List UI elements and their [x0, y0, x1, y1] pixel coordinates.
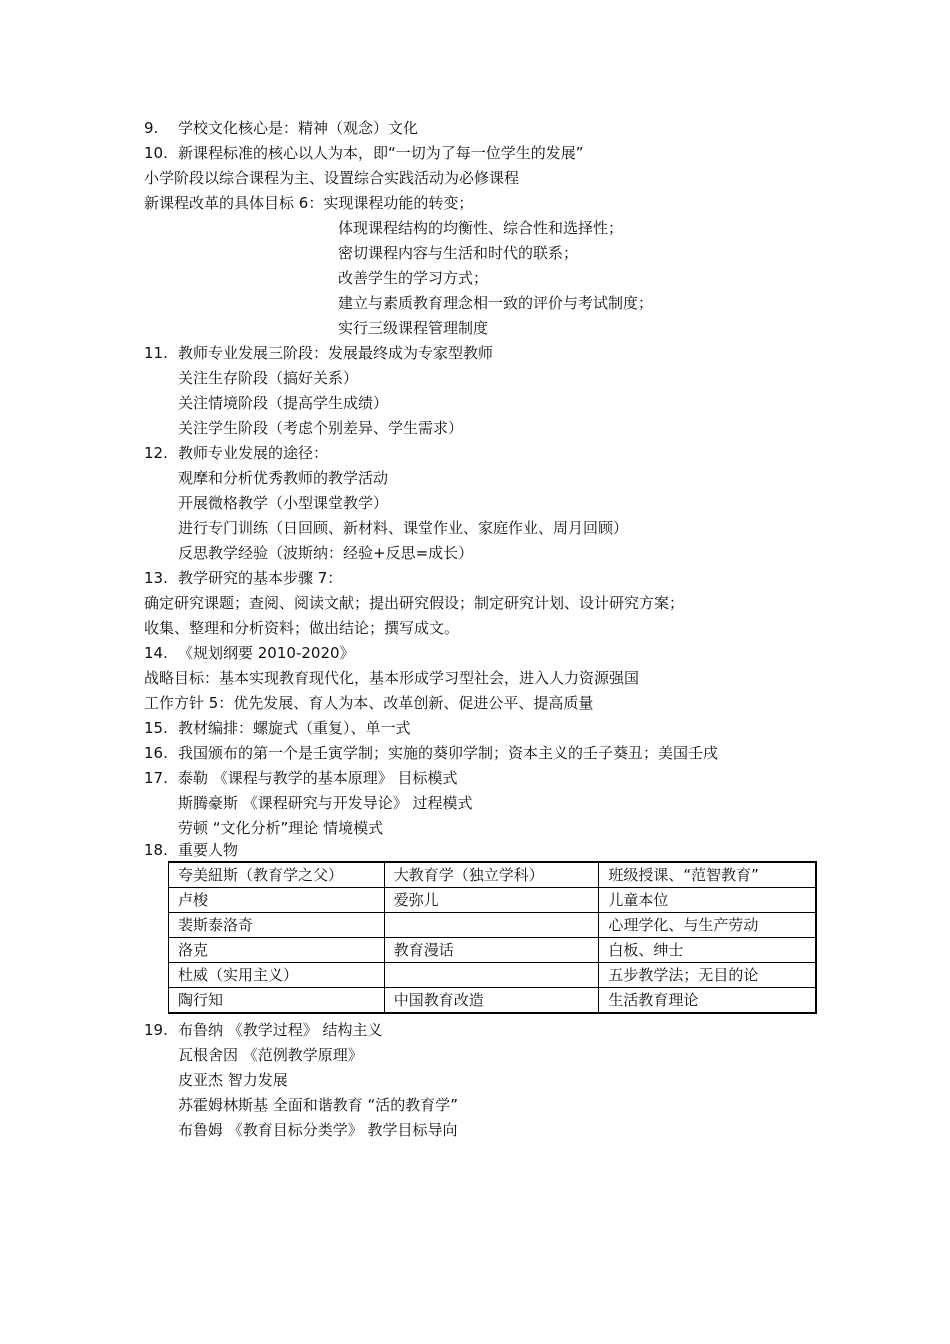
- list-item: 斯腾豪斯 《课程研究与开发导论》 过程模式: [178, 794, 473, 812]
- body-line: 确定研究课题；查阅、阅读文献；提出研究假设；制定研究计划、设计研究方案；: [144, 594, 685, 612]
- section-heading: 泰勒 《课程与教学的基本原理》 目标模式: [178, 769, 458, 787]
- reform-item: 实行三级课程管理制度: [338, 319, 489, 337]
- table-cell: 中国教育改造: [384, 988, 599, 1014]
- table-cell: 杜威（实用主义）: [169, 963, 385, 988]
- table-row: [169, 862, 817, 888]
- section-14: [144, 643, 355, 663]
- list-item: 劳顿 “文化分析”理论 情境模式: [178, 819, 384, 837]
- table-row: [169, 938, 817, 963]
- reform-item: 改善学生的学习方式；: [338, 269, 489, 287]
- people-table: [168, 861, 817, 1014]
- section-heading: 重要人物: [178, 841, 239, 859]
- section-number: 14.: [144, 644, 168, 662]
- table-row: [169, 888, 817, 913]
- section-16: [144, 743, 718, 763]
- table-cell: 爱弥儿: [384, 888, 599, 913]
- section-17: [144, 768, 458, 788]
- reform-item: 建立与素质教育理念相一致的评价与考试制度；: [338, 294, 654, 312]
- section-12: [144, 443, 328, 463]
- table-cell: 生活教育理论: [599, 988, 816, 1014]
- table-row: [169, 988, 817, 1014]
- list-item: 苏霍姆林斯基 全面和谐教育 “活的教育学”: [178, 1096, 459, 1114]
- section-number: 17.: [144, 769, 168, 787]
- reform-item: 密切课程内容与生活和时代的联系；: [338, 244, 579, 262]
- reform-item: 体现课程结构的均衡性、综合性和选择性；: [338, 219, 624, 237]
- section-heading: 新课程标准的核心以人为本，即“一切为了每一位学生的发展”: [178, 144, 584, 162]
- section-15: [144, 718, 411, 738]
- table-row: [169, 913, 817, 938]
- section-number: 11.: [144, 344, 168, 362]
- section-11: [144, 343, 493, 363]
- table-cell: 卢梭: [169, 888, 385, 913]
- table-cell: 教育漫话: [384, 938, 599, 963]
- section-9: [144, 118, 418, 138]
- section-heading: 布鲁纳 《教学过程》 结构主义: [178, 1021, 383, 1039]
- list-item: 关注情境阶段（提高学生成绩）: [178, 394, 389, 412]
- table-cell: 大教育学（独立学科）: [384, 862, 599, 888]
- primary-line: 小学阶段以综合课程为主、设置综合实践活动为必修课程: [144, 169, 520, 187]
- section-heading: 我国颁布的第一个是壬寅学制；实施的葵卯学制；资本主义的壬子葵丑；美国壬戌: [178, 744, 719, 762]
- list-item: 关注学生阶段（考虑个别差异、学生需求）: [178, 419, 464, 437]
- section-number: 9.: [144, 119, 159, 137]
- section-heading: 教师专业发展三阶段：发展最终成为专家型教师: [178, 344, 494, 362]
- section-heading: 《规划纲要 2010-2020》: [178, 644, 355, 662]
- section-number: 13.: [144, 569, 168, 587]
- table-cell: 白板、绅士: [599, 938, 816, 963]
- section-heading: 教师专业发展的途径：: [178, 444, 329, 462]
- reform-lead: 新课程改革的具体目标 6：实现课程功能的转变；: [144, 194, 474, 212]
- table-cell: [384, 913, 599, 938]
- table-cell: 夸美紐斯（教育学之父）: [169, 862, 385, 888]
- table-cell: 班级授课、“范智教育”: [599, 862, 816, 888]
- list-item: 反思教学经验（波斯纳：经验+反思=成长）: [178, 544, 474, 562]
- section-13: [144, 568, 342, 588]
- table-cell: 儿童本位: [599, 888, 816, 913]
- section-number: 10.: [144, 144, 168, 162]
- section-number: 19.: [144, 1021, 168, 1039]
- section-number: 16.: [144, 744, 168, 762]
- section-heading: 教材编排：螺旋式（重复）、单一式: [178, 719, 411, 737]
- list-item: 瓦根舍因 《范例教学原理》: [178, 1046, 363, 1064]
- body-line: 收集、整理和分析资料；做出结论；撰写成文。: [144, 619, 460, 637]
- table-cell: 五步教学法；无目的论: [599, 963, 816, 988]
- table-cell: 心理学化、与生产劳动: [599, 913, 816, 938]
- list-item: 皮亚杰 智力发展: [178, 1071, 288, 1089]
- section-number: 15.: [144, 719, 168, 737]
- section-number: 12.: [144, 444, 168, 462]
- table-cell: 陶行知: [169, 988, 385, 1014]
- list-item: 布鲁姆 《教育目标分类学》 教学目标导向: [178, 1121, 458, 1139]
- section-10: [144, 143, 584, 163]
- list-item: 关注生存阶段（搞好关系）: [178, 369, 359, 387]
- section-number: 18.: [144, 841, 168, 859]
- list-item: 进行专门训练（日回顾、新材料、课堂作业、家庭作业、周月回顾）: [178, 519, 629, 537]
- section-19: [144, 1020, 383, 1040]
- list-item: 开展微格教学（小型课堂教学）: [178, 494, 389, 512]
- table-cell: 裴斯泰洛奇: [169, 913, 385, 938]
- body-line: 工作方针 5：优先发展、育人为本、改革创新、促进公平、提高质量: [144, 694, 594, 712]
- body-line: 战略目标：基本实现教育现代化，基本形成学习型社会，进入人力资源强国: [144, 669, 640, 687]
- table-cell: 洛克: [169, 938, 385, 963]
- table-row: [169, 963, 817, 988]
- table-cell: [384, 963, 599, 988]
- section-heading: 教学研究的基本步骤 7：: [178, 569, 343, 587]
- section-18: [144, 840, 238, 860]
- list-item: 观摩和分析优秀教师的教学活动: [178, 469, 389, 487]
- section-heading: 学校文化核心是：精神（观念）文化: [178, 119, 419, 137]
